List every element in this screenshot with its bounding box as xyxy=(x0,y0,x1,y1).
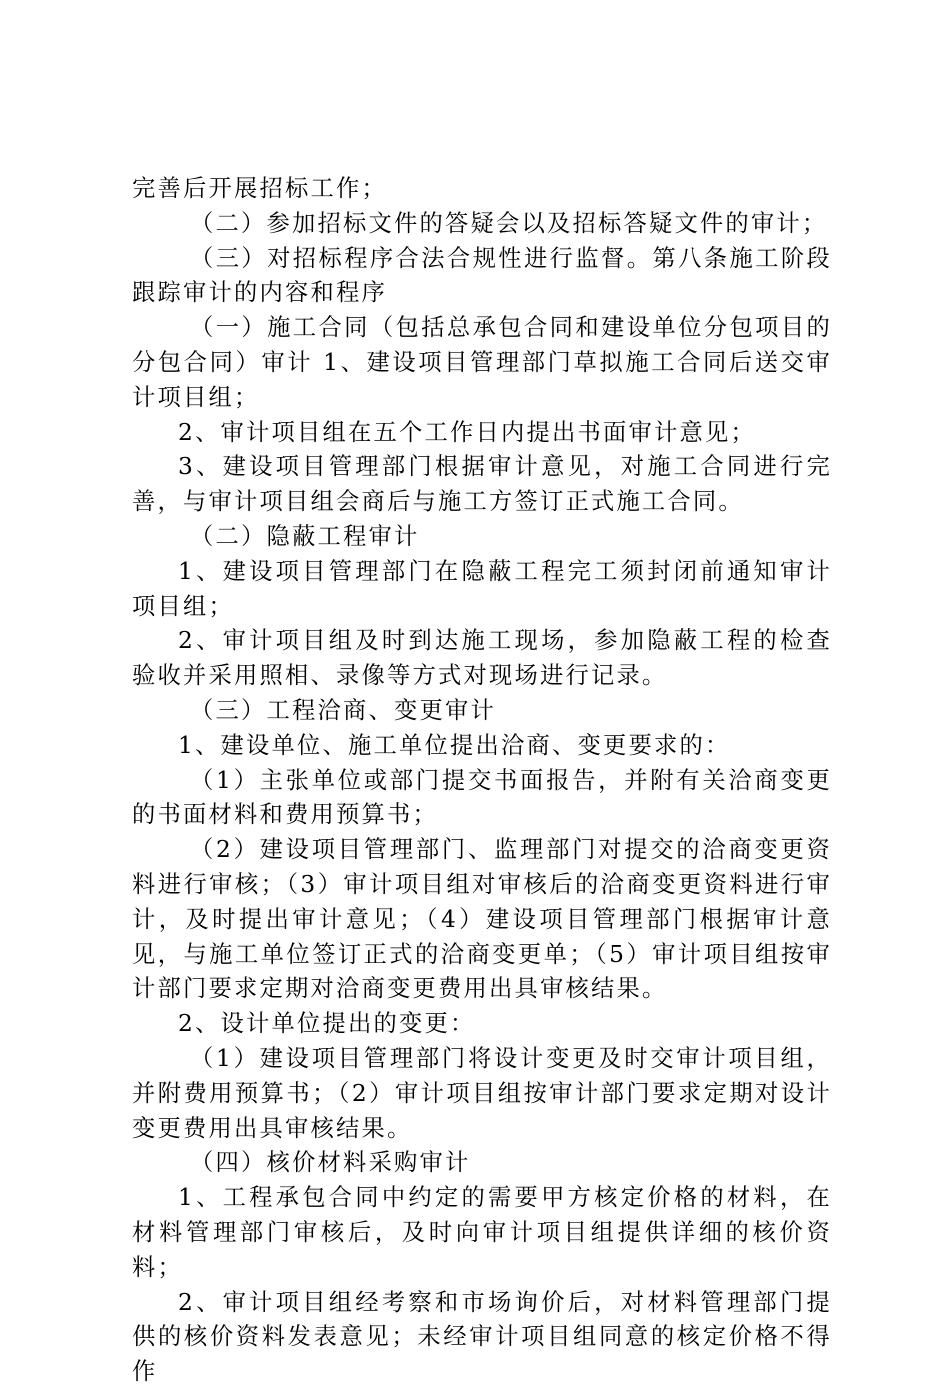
paragraph: 2、审计项目组经考察和市场询价后，对材料管理部门提供的核价资料发表意见；未经审计项目组同意的核定价格不得作 xyxy=(132,1288,832,1386)
paragraph: （四）核价材料采购审计 xyxy=(190,1149,471,1177)
paragraph: （一）施工合同（包括总承包合同和建设单位分包项目的分包合同）审计 1、建设项目管理部门草拟施工合同后送交审计项目组； xyxy=(132,314,832,411)
paragraph: （三）对招标程序合法合规性进行监督。第八条施工阶段跟踪审计的内容和程序 xyxy=(132,244,832,307)
paragraph: （二）隐蔽工程审计 xyxy=(190,522,420,550)
paragraph: （三）工程洽商、变更审计 xyxy=(190,696,496,724)
document-body xyxy=(132,172,832,1390)
paragraph: （2）建设项目管理部门、监理部门对提交的洽商变更资料进行审核；（3）审计项目组对审核后的洽商变更资料进行审计，及时提出审计意见；（4）建设项目管理部门根据审计意见，与施工单位签订正式的洽商变更单；（5）审计项目组按审计部门要求定期对洽商变更费用出具审核结果。 xyxy=(132,836,832,1003)
paragraph: 2、审计项目组及时到达施工现场，参加隐蔽工程的检查验收并采用照相、录像等方式对现场进行记录。 xyxy=(132,627,832,690)
paragraph: （1）建设项目管理部门将设计变更及时交审计项目组，并附费用预算书；（2）审计项目组按审计部门要求定期对设计变更费用出具审核结果。 xyxy=(132,1044,832,1142)
paragraph: （1）主张单位或部门提交书面报告，并附有关洽商变更的书面材料和费用预算书； xyxy=(132,766,832,829)
paragraph: 3、建设项目管理部门根据审计意见，对施工合同进行完善，与审计项目组会商后与施工方签订正式施工合同。 xyxy=(132,453,832,516)
paragraph: 1、建设项目管理部门在隐蔽工程完工须封闭前通知审计项目组； xyxy=(132,557,832,620)
paragraph: 2、设计单位提出的变更： xyxy=(178,1010,476,1038)
paragraph: 完善后开展招标工作； xyxy=(132,175,387,202)
paragraph: （二）参加招标文件的答疑会以及招标答疑文件的审计； xyxy=(190,209,828,237)
paragraph: 1、工程承包合同中约定的需要甲方核定价格的材料，在材料管理部门审核后，及时向审计项目组提供详细的核价资料； xyxy=(132,1184,832,1281)
paragraph: 2、审计项目组在五个工作日内提出书面审计意见； xyxy=(178,418,756,446)
paragraph: 1、建设单位、施工单位提出洽商、变更要求的： xyxy=(178,731,731,759)
